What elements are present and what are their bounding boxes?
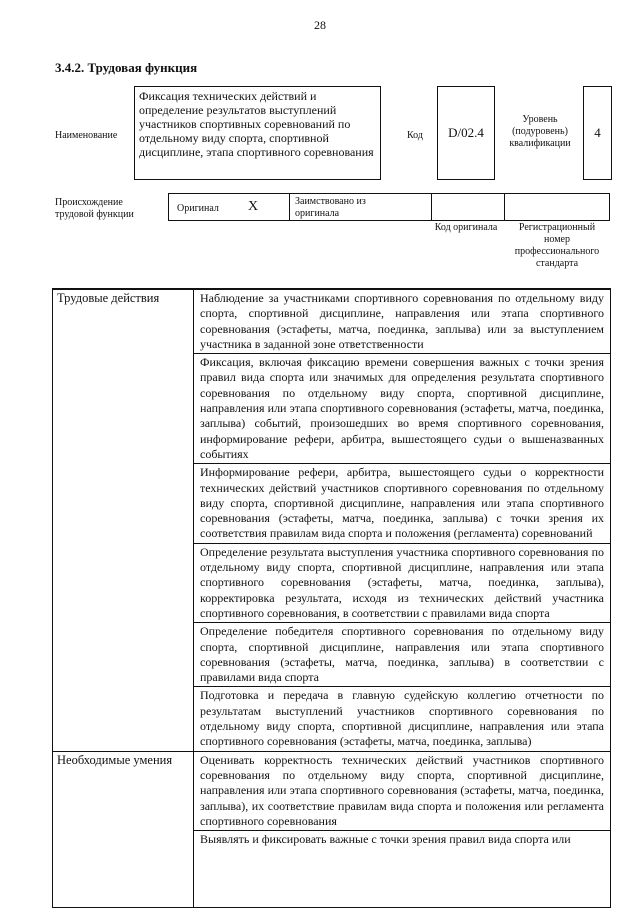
table-row: Наблюдение за участниками спортивного соревнования по отдельному виду спорта, спортивной дисциплине, направления или этапа спортивного соревнования (эстафеты, матча, поединка, заплыва) или за выступлением участника в заданной зоне ответственности	[200, 291, 604, 351]
page-number: 28	[314, 18, 326, 32]
level-value-box	[583, 86, 612, 180]
origin-label: Происхождение трудовой функции	[55, 197, 134, 220]
labor-function-table	[52, 288, 611, 908]
origin-table	[168, 193, 610, 221]
section-label: Необходимые умения	[57, 752, 173, 767]
name-label: Наименование	[55, 130, 118, 141]
table-row: Оценивать корректность технических действий участников спортивного соревнования по отдельному виду спорта, спортивной дисциплине, направления или этапа спортивного соревнования (эстафеты, матча, поединка, заплыва), их соответствие правилам вида спорта и положения или регламента спортивного соревнования	[200, 752, 604, 828]
table-row: Определение результата выступления участника спортивного соревнования по отдельному виду спорта, спортивной дисциплине, направления или этапа спортивного соревнования (эстафеты, матча, поединка, заплыва), корректировка результата, исходя из технических действий участника спортивного соревнования, в соответствии с правилами вида спорта	[194, 543, 610, 622]
reg-number-label: Регистрационный номер профессионального стандарта	[514, 222, 600, 269]
borrowed-label: Заимствовано из оригинала	[295, 196, 366, 219]
table-row: Фиксация, включая фиксацию времени совершения важных с точки зрения правил вида спорта или значимых для определения результата спортивного соревнования по отдельному виду спорта, спортивной дисциплине, направления или этапа спортивного соревнования (эстафеты, матча, поединка, заплыва) событий, произошедших во время спортивного соревнования, информирование рефери, арбитра, вышестоящего судьи о вышеназванных событиях	[194, 353, 610, 463]
level-value: 4	[594, 125, 601, 140]
required-skills-section	[53, 751, 610, 849]
level-label: Уровень (подуровень) квалификации	[509, 114, 571, 149]
original-label: Оригинал	[177, 203, 219, 214]
section-label: Трудовые действия	[57, 291, 160, 305]
function-name-box	[134, 86, 381, 180]
code-label: Код	[407, 130, 423, 141]
origin-divider-1	[289, 194, 290, 220]
table-row: Выявлять и фиксировать важные с точки зрения правил вида спорта или	[194, 830, 610, 848]
function-name: Фиксация технических действий и определение результатов выступлений участников спортивных соревнований по отдельному виду спорта, спортивной дисциплине, этапа спортивного соревнования	[139, 89, 374, 159]
labor-actions-section	[53, 289, 610, 751]
original-code-label: Код оригинала	[434, 222, 498, 233]
origin-divider-2	[431, 194, 432, 220]
table-row: Подготовка и передача в главную судейскую коллегию отчетности по результатам выступлений участников спортивного соревнования по отдельному виду спорта, спортивной дисциплине, направления или этапа спортивного соревнования (эстафеты, матча, поединка, заплыва)	[194, 686, 610, 750]
section-heading: 3.4.2. Трудовая функция	[55, 60, 198, 75]
code-value: D/02.4	[448, 125, 484, 140]
origin-divider-3	[504, 194, 505, 220]
original-mark: X	[248, 199, 259, 214]
code-value-box	[437, 86, 495, 180]
table-row: Определение победителя спортивного соревнования по отдельному виду спорта, спортивной дисциплине, направления или этапа спортивного соревнования (эстафеты, матча, поединка, заплыва) в соответствии с правилами вида спорта	[194, 622, 610, 686]
table-row: Информирование рефери, арбитра, вышестоящего судьи о корректности технических действий участников спортивного соревнования по отдельному виду спорта, спортивной дисциплине, направления или этапа спортивного соревнования (эстафеты, матча, поединка, заплыва) с точки зрения их соответствия правилам вида спорта и положения (регламента) соревнований	[194, 463, 610, 542]
